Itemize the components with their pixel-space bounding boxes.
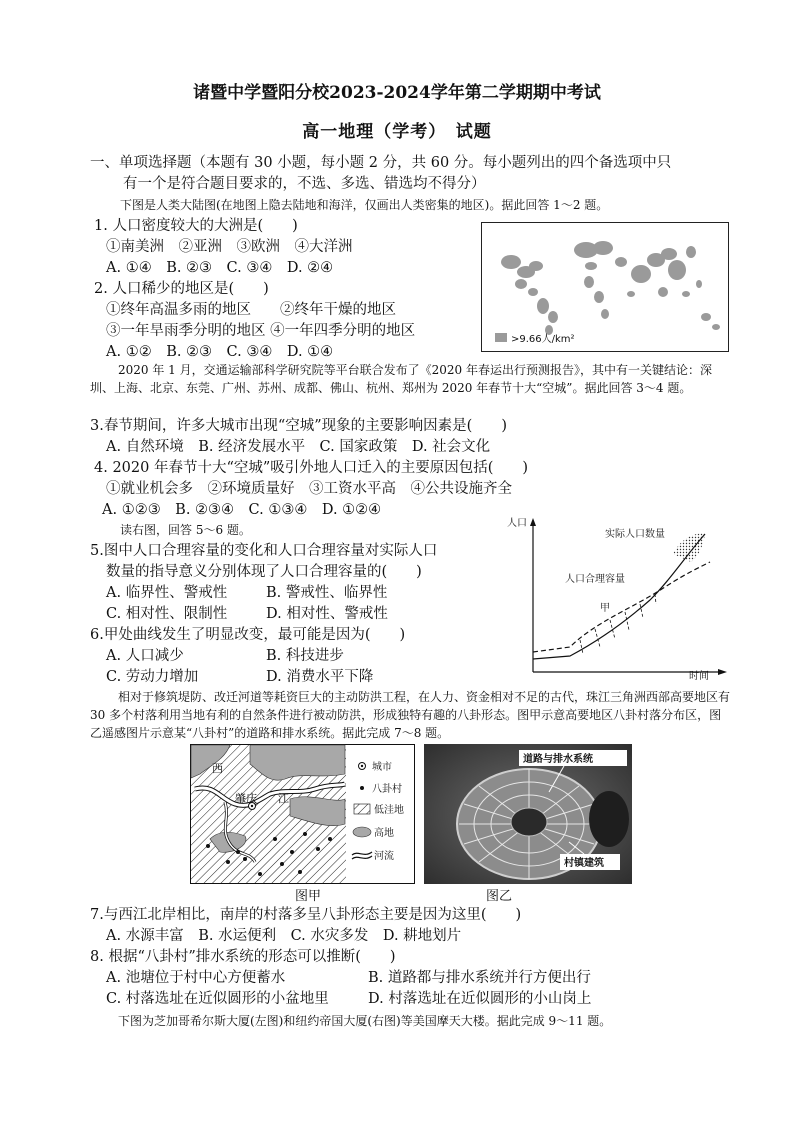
legend-village: 八卦村 xyxy=(372,784,402,795)
q4-options: ①就业机会多 ②环境质量好 ③工资水平高 ④公共设施齐全 xyxy=(106,481,512,497)
q2-options2: ③一年旱雨季分明的地区 ④一年四季分明的地区 xyxy=(106,323,416,339)
q5-choice-a: A. 临界性、警戒性 xyxy=(106,585,228,601)
label-road-drainage: 道路与排水系统 xyxy=(523,754,593,765)
figure-yi-satellite xyxy=(424,744,632,884)
q5-choice-b: B. 警戒性、临界性 xyxy=(266,585,388,601)
q7-stem: 7.与西江北岸相比，南岸的村落多呈八卦形态主要是因为这里( ) xyxy=(90,907,522,923)
legend-lowland: 低洼地 xyxy=(374,805,404,816)
q2-options1: ①终年高温多雨的地区 ②终年干燥的地区 xyxy=(106,302,396,318)
y-axis-label: 人口 xyxy=(507,518,527,529)
q6-stem: 6.甲处曲线发生了明显改变，最可能是因为( ) xyxy=(90,627,406,643)
section-heading-line2: 有一个是符合题目要求的，不选、多选、错选均不得分） xyxy=(123,176,486,192)
intro-5-6: 读右图，回答 5～6 题。 xyxy=(120,523,251,537)
overshoot-area xyxy=(673,534,705,562)
legend-city: 城市 xyxy=(372,762,392,773)
intro-9-11: 下图为芝加哥希尔斯大厦(左图)和纽约帝国大厦(右图)等美国摩天大楼。据此完成 9～11 题。 xyxy=(118,1014,612,1028)
q5-choice-d: D. 相对性、警戒性 xyxy=(266,606,388,622)
q6-choice-b: B. 科技进步 xyxy=(266,648,344,664)
intro-7-8: 相对于修筑堤防、改迁河道等耗资巨大的主动防洪工程，在人力、资金相对不足的古代，珠江三角洲西部高要地区有 30 多个村落利用当地有利的自然条件进行被动防洪，形成独特有趣的八卦形态。图甲示意高要地区八卦村落分布区，图乙遥感图片示意某“八卦村”的道路和排水系统。据此完成 7～8 题。 xyxy=(90,690,731,740)
map-label-xi: 西 xyxy=(212,762,223,775)
q6-choice-d: D. 消费水平下降 xyxy=(266,669,374,685)
map-label-zhaoqing: 肇庆 xyxy=(235,792,257,805)
population-capacity-graph xyxy=(505,512,737,682)
population-density-map xyxy=(481,222,729,352)
q3-choices: A. 自然环境 B. 经济发展水平 C. 国家政策 D. 社会文化 xyxy=(106,439,491,455)
q5-stem2: 数量的指导意义分别体现了人口合理容量的( ) xyxy=(106,564,422,580)
actual-label: 实际人口数量 xyxy=(605,529,665,540)
exam-subtitle: 高一地理（学考） 试题 xyxy=(302,122,492,142)
intro-1-2: 下图是人类大陆图(在地图上隐去陆地和海洋，仅画出人类密集的地区)。据此回答 1～2 题。 xyxy=(120,198,609,212)
figure-jia-map xyxy=(190,744,415,884)
q1-choices: A. ①④ B. ②③ C. ③④ D. ②④ xyxy=(106,260,334,276)
jia-label: 甲 xyxy=(600,603,610,614)
section-heading-line1: 一、单项选择题（本题有 30 小题，每小题 2 分，共 60 分。每小题列出的四个备选项中只 xyxy=(90,155,672,171)
q6-choice-a: A. 人口减少 xyxy=(106,648,184,664)
figure-yi-caption: 图乙 xyxy=(486,889,513,904)
x-axis-label: 时间 xyxy=(689,671,709,682)
q1-options: ①南美洲 ②亚洲 ③欧洲 ④大洋洲 xyxy=(106,239,353,255)
map-legend-label: >9.66人/km² xyxy=(511,334,575,345)
q4-choices: A. ①②③ B. ②③④ C. ①③④ D. ①②④ xyxy=(102,502,382,518)
q8-stem: 8. 根据“八卦村”排水系统的形态可以推断( ) xyxy=(90,949,396,965)
q5-stem1: 5.图中人口合理容量的变化和人口合理容量对实际人口 xyxy=(90,543,438,559)
figure-jia-caption: 图甲 xyxy=(295,889,322,904)
label-town-buildings: 村镇建筑 xyxy=(564,858,604,869)
q8-choice-b: B. 道路都与排水系统并行方便出行 xyxy=(368,970,591,986)
q4-stem: 4. 2020 年春节十大“空城”吸引外地人口迁入的主要原因包括( ) xyxy=(94,460,529,476)
intro-3-4: 2020 年 1 月，交通运输部科学研究院等平台联合发布了《2020 年春运出行预测报告》，其中有一关键结论：深圳、上海、北京、东莞、广州、苏州、成都、佛山、杭州、郑州为 2020 年春节十大“空城”。据此回答 3～4 题。 xyxy=(90,363,712,395)
q8-choice-c: C. 村落选址在近似圆形的小盆地里 xyxy=(106,991,329,1007)
q1-stem: 1. 人口密度较大的大洲是( ) xyxy=(94,218,298,234)
q6-choice-c: C. 劳动力增加 xyxy=(106,669,199,685)
exam-title: 诸暨中学暨阳分校2023-2024学年第二学期期中考试 xyxy=(193,83,601,103)
legend-highland: 高地 xyxy=(374,828,394,839)
legend-river: 河流 xyxy=(374,851,394,862)
q7-choices: A. 水源丰富 B. 水运便利 C. 水灾多发 D. 耕地划片 xyxy=(106,928,462,944)
capacity-label: 人口合理容量 xyxy=(565,574,625,585)
q2-choices: A. ①② B. ②③ C. ③④ D. ①④ xyxy=(106,344,334,360)
q2-stem: 2. 人口稀少的地区是( ) xyxy=(94,281,269,297)
q5-choice-c: C. 相对性、限制性 xyxy=(106,606,228,622)
q8-choice-a: A. 池塘位于村中心方便蓄水 xyxy=(106,970,286,986)
q8-choice-d: D. 村落选址在近似圆形的小山岗上 xyxy=(368,991,592,1007)
q3-stem: 3.春节期间，许多大城市出现“空城”现象的主要影响因素是( ) xyxy=(90,418,507,434)
map-label-jiang: 江 xyxy=(278,792,289,805)
